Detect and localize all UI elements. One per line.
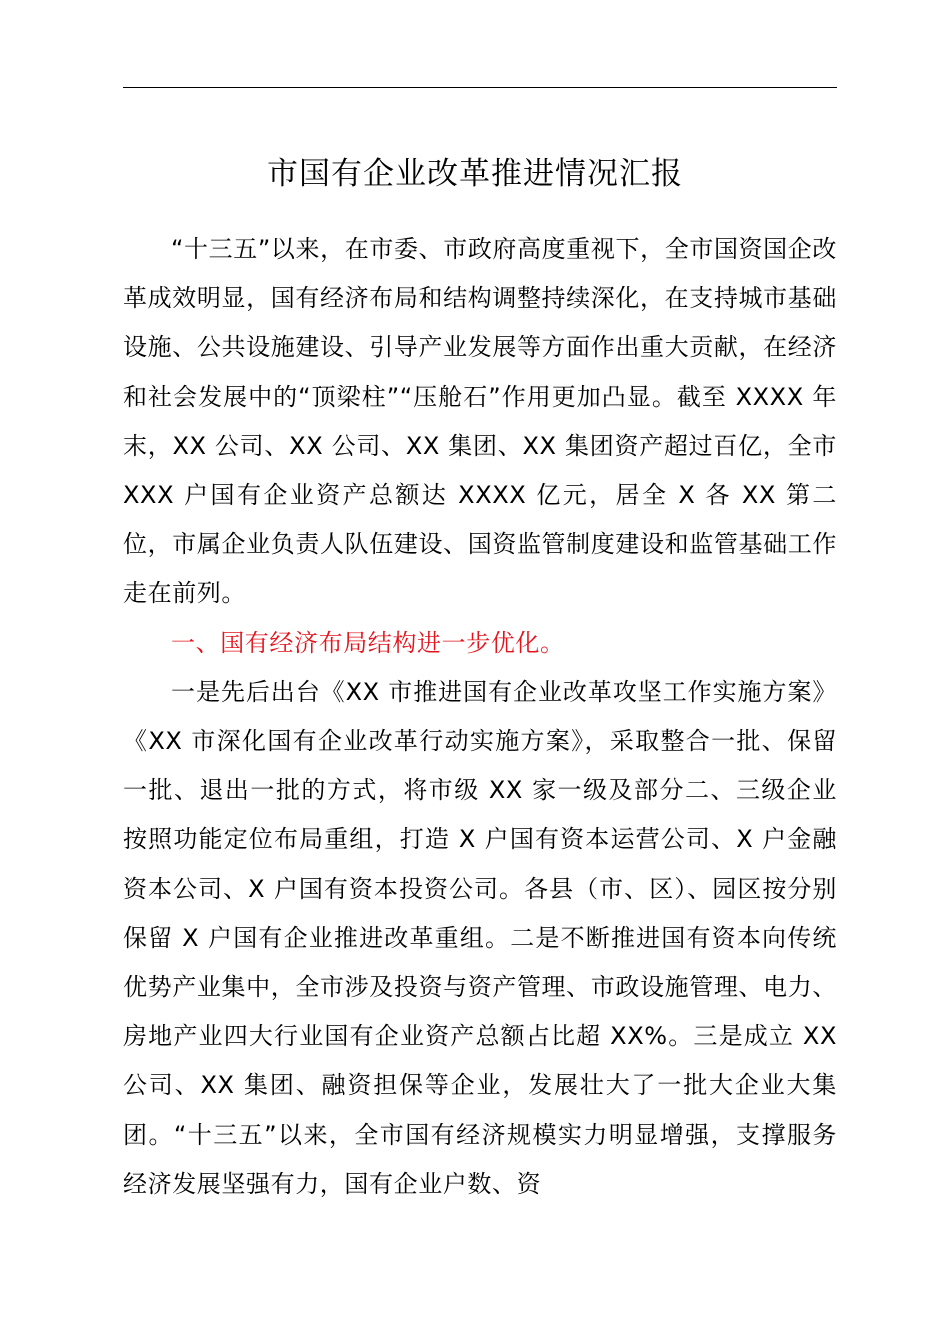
section-heading: 一、国有经济布局结构进一步优化。 xyxy=(171,628,565,657)
document-title: 市国有企业改革推进情况汇报 xyxy=(267,156,683,192)
section-paragraph: 一是先后出台《XX 市推进国有企业改革攻坚工作实施方案》《XX 市深化国有企业改革行动实施方案》，采取整合一批、保留一批、退出一批的方式，将市级 XX 家一级及部分二、三级企业按照功能定位布局重组，打造 X 户国有资本运营公司、X 户金融资本公司、X 户国有资本投资公司。各县（市、区）、园区按分别保留 X 户国有企业推进改革重组。二是不断推进国有资本向传统优势产业集中，全市涉及投资与资产管理、市政设施管理、电力、房地产业四大行业国有企业资产总额占比超 XX%。三是成立 XX 公司、XX 集团、融资担保等企业，发展壮大了一批大企业大集团。“十三五”以来，全市国有经济规模实力明显增强，支撑服务经济发展坚强有力，国有企业户数、资 xyxy=(123,677,837,1198)
intro-paragraph: “十三五”以来，在市委、市政府高度重视下，全市国资国企改革成效明显，国有经济布局和结构调整持续深化，在支持城市基础设施、公共设施建设、引导产业发展等方面作出重大贡献，在经济和社会发展中的“顶梁柱”“压舱石”作用更加凸显。截至 XXXX 年末，XX 公司、XX 公司、XX 集团、XX 集团资产超过百亿，全市 XXX 户国有企业资产总额达 XXXX 亿元，居全 X 各 XX 第二位，市属企业负责人队伍建设、国资监管制度建设和监管基础工作走在前列。 xyxy=(123,235,837,608)
header-rule xyxy=(123,87,837,88)
document-body xyxy=(123,225,837,1209)
